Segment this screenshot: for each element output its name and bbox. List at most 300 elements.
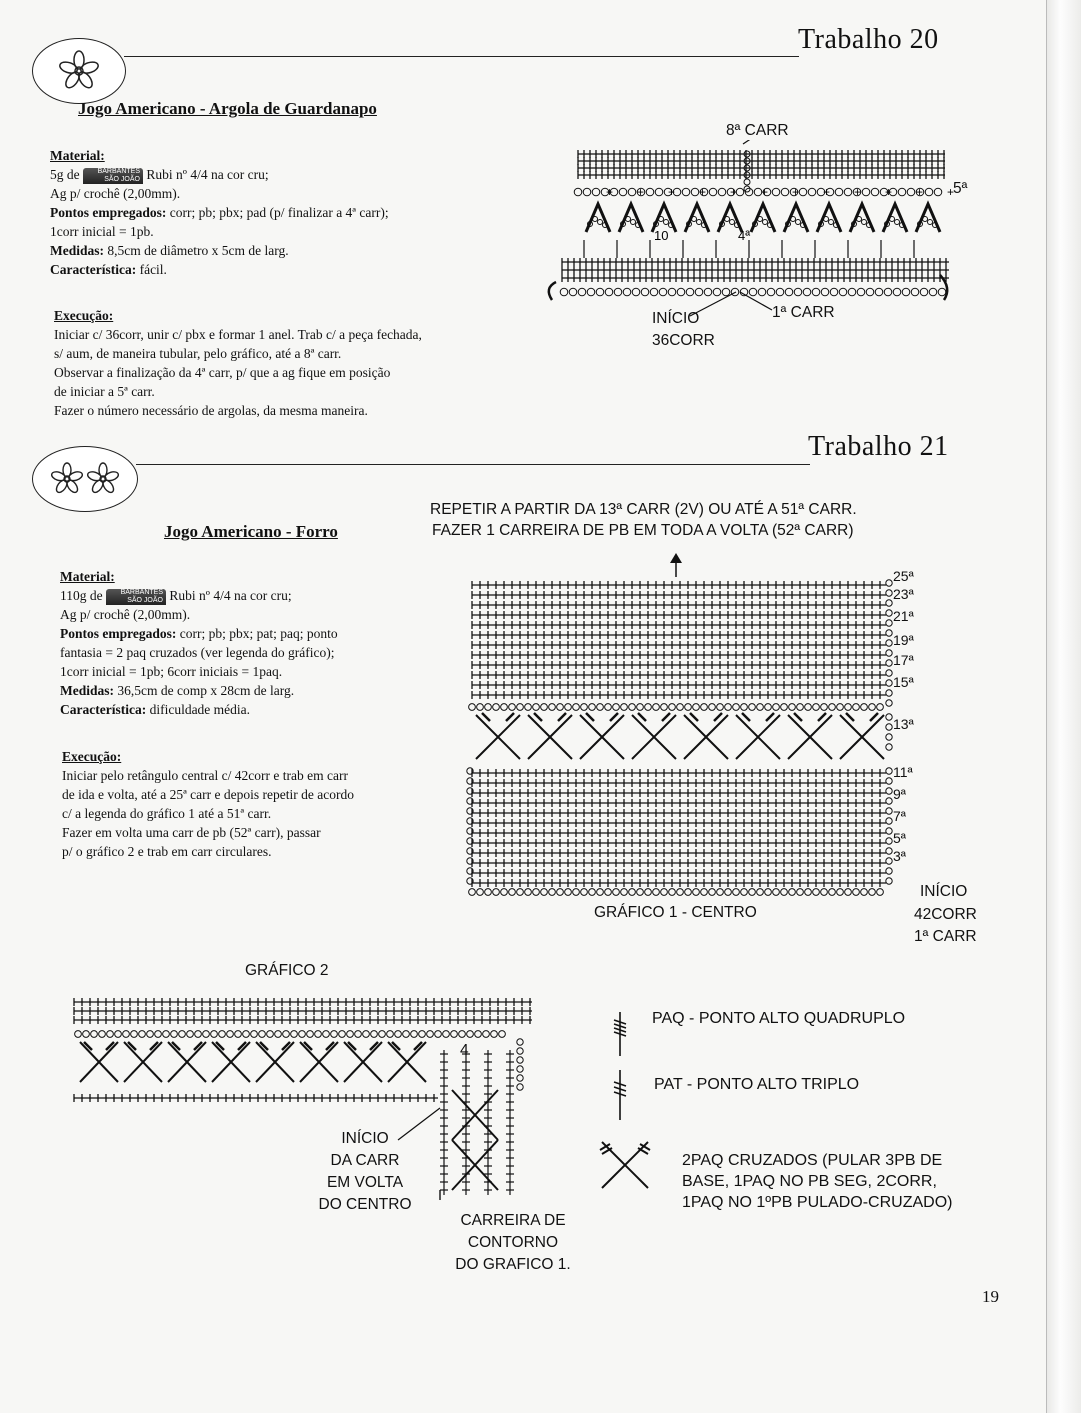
chart1-edge-chain bbox=[886, 818, 892, 824]
chart1-base-chain bbox=[541, 889, 548, 896]
chart1-edge-chain bbox=[886, 670, 892, 676]
chart1-cross-mark bbox=[766, 713, 774, 721]
chart2-chain bbox=[171, 1031, 178, 1038]
chart1-top-chain bbox=[749, 704, 756, 711]
chart20-base-chain bbox=[596, 288, 604, 296]
chart20-base-chain bbox=[578, 288, 586, 296]
chart2-chain bbox=[395, 1031, 402, 1038]
chart1-edge-chain bbox=[886, 610, 892, 616]
chart20-base-chain bbox=[641, 288, 649, 296]
chart20-chain bbox=[682, 188, 690, 196]
chart20-plus: + bbox=[916, 185, 924, 199]
chart20-diagram bbox=[540, 140, 970, 320]
material-block-21 bbox=[60, 567, 460, 719]
chart20-arch bbox=[883, 204, 907, 232]
chart1-base-chain bbox=[533, 889, 540, 896]
chart2-corner-chain bbox=[517, 1084, 523, 1090]
chart1-cross-mark bbox=[610, 713, 618, 721]
chart20-base-chain bbox=[803, 288, 811, 296]
chart1-top-chain bbox=[837, 704, 844, 711]
chart1-top-chain bbox=[517, 704, 524, 711]
chart20-inicio: INÍCIO bbox=[652, 310, 700, 327]
chart20-base-chain bbox=[713, 288, 721, 296]
chart20-arch-chain bbox=[796, 220, 801, 225]
chart1-inicio: INÍCIO bbox=[920, 883, 968, 900]
chart20-chain bbox=[835, 188, 843, 196]
chart20-chain bbox=[736, 188, 744, 196]
chart2-chain bbox=[99, 1031, 106, 1038]
chart20-base-chain bbox=[623, 288, 631, 296]
chart2-chain bbox=[291, 1031, 298, 1038]
chart20-plus: + bbox=[668, 185, 676, 199]
chart2-start-l3: EM VOLTA bbox=[326, 1174, 404, 1191]
chart2-chain bbox=[83, 1031, 90, 1038]
chart1-row-label: 15ª bbox=[893, 674, 914, 690]
chart1-note-1: REPETIR A PARTIR DA 13ª CARR (2V) OU ATÉ A 51ª CARR. bbox=[430, 501, 857, 518]
chart2-chain bbox=[387, 1031, 394, 1038]
chart20-base-chain bbox=[920, 288, 928, 296]
chart20-base-chain bbox=[587, 288, 595, 296]
chart1-top-chain bbox=[645, 704, 652, 711]
chart1-top-chain bbox=[533, 704, 540, 711]
chart1-row-label: 5ª bbox=[893, 830, 906, 846]
chart1-base-chain bbox=[733, 889, 740, 896]
legend-cross bbox=[682, 1150, 952, 1213]
chart1-base-chain bbox=[637, 889, 644, 896]
material-yarn: Rubi nº 4/4 na cor cru; bbox=[146, 167, 269, 182]
chart1-base-chain bbox=[605, 889, 612, 896]
chart1-base-chain bbox=[501, 889, 508, 896]
chart2-chain bbox=[371, 1031, 378, 1038]
chart20-base-chain bbox=[614, 288, 622, 296]
corr-line: 1corr inicial = 1pb. bbox=[50, 224, 154, 239]
chart20-arch-chain bbox=[593, 217, 598, 222]
chart1-top-chain bbox=[613, 704, 620, 711]
chart1-base-chain bbox=[661, 889, 668, 896]
chart2-chain bbox=[195, 1031, 202, 1038]
chart20-plus: + bbox=[637, 185, 645, 199]
chart1-edge-chain bbox=[886, 580, 892, 586]
chart1-edge-chain bbox=[886, 630, 892, 636]
exec-line: s/ aum, de maneira tubular, pelo gráfico, até a 8ª carr. bbox=[54, 346, 342, 361]
chart2-chain bbox=[107, 1031, 114, 1038]
execucao-block-21 bbox=[62, 747, 462, 861]
chart2-chain bbox=[227, 1031, 234, 1038]
chart20-chain bbox=[646, 188, 654, 196]
chart20-arch-chain bbox=[659, 217, 664, 222]
chart20-base-chain bbox=[668, 288, 676, 296]
chart1-top-chain bbox=[629, 704, 636, 711]
chart20-base-chain bbox=[749, 288, 757, 296]
chart20-arrow bbox=[743, 140, 755, 144]
chart2-contour-l3: DO GRAFICO 1. bbox=[455, 1256, 571, 1273]
exec-line: c/ a legenda do gráfico 1 até a 51ª carr. bbox=[62, 806, 272, 821]
chart20-arch bbox=[916, 204, 940, 232]
chart1-base-chain bbox=[877, 889, 884, 896]
chart1-edge-chain bbox=[886, 838, 892, 844]
chart1-top-chain bbox=[493, 704, 500, 711]
chart1-base-chain bbox=[861, 889, 868, 896]
chart1-top-chain bbox=[581, 704, 588, 711]
carac-text: dificuldade média. bbox=[149, 702, 251, 717]
exec-line: Observar a finalização da 4ª carr, p/ que a ag fique em posição bbox=[54, 365, 391, 380]
chart2-start-l1: INÍCIO bbox=[341, 1130, 389, 1147]
corr-line: 1corr inicial = 1pb; 6corr iniciais = 1paq. bbox=[60, 664, 283, 679]
chart1-base-chain bbox=[629, 889, 636, 896]
chart2-chain bbox=[147, 1031, 154, 1038]
chart20-turn-chain bbox=[744, 179, 750, 185]
chart2-chain bbox=[219, 1031, 226, 1038]
chart20-arch-chain bbox=[631, 220, 636, 225]
chart1-base-chain bbox=[565, 889, 572, 896]
chart20-arch-chain bbox=[824, 217, 829, 222]
chart1-top-chain bbox=[693, 704, 700, 711]
material-qty: 5g de bbox=[50, 167, 80, 182]
chart20-arch bbox=[586, 204, 610, 232]
chart20-chain bbox=[799, 188, 807, 196]
carac-label: Característica: bbox=[50, 262, 137, 277]
chart20-chain bbox=[907, 188, 915, 196]
chart1-base-chain bbox=[805, 889, 812, 896]
chart20-base-chain bbox=[569, 288, 577, 296]
chart1-top-chain bbox=[869, 704, 876, 711]
chart2-chain bbox=[443, 1031, 450, 1038]
chart1-edge-chain bbox=[886, 778, 892, 784]
chart20-first-row: 1ª CARR bbox=[772, 304, 835, 321]
chart1-edge-chain bbox=[886, 690, 892, 696]
chart1-base-chain bbox=[781, 889, 788, 896]
exec-line: p/ o gráfico 2 e trab em carr circulares. bbox=[62, 844, 272, 859]
chart20-label-4: 4ª bbox=[738, 228, 751, 243]
chart1-edge-chain bbox=[886, 734, 892, 740]
chart20-plus: + bbox=[823, 185, 831, 199]
chart1-base-chain bbox=[677, 889, 684, 896]
chart1-top-chain bbox=[509, 704, 516, 711]
chart1-base-chain bbox=[685, 889, 692, 896]
brand-logo: BARBANTES SÃO JOÃO bbox=[83, 168, 143, 184]
chart2-chain bbox=[299, 1031, 306, 1038]
chart20-arch-chain bbox=[890, 217, 895, 222]
chart1-cross-mark bbox=[662, 713, 670, 721]
brand-logo: BARBANTES SÃO JOÃO bbox=[106, 589, 166, 605]
chart1-row-label: 17ª bbox=[893, 652, 914, 668]
chart2-corner-chain bbox=[517, 1075, 523, 1081]
chart1-top-chain bbox=[725, 704, 732, 711]
chart1-cross-mark bbox=[638, 713, 646, 721]
chart1-base-chain bbox=[493, 889, 500, 896]
chart20-arch-chain bbox=[763, 220, 768, 225]
chart1-base-chain bbox=[589, 889, 596, 896]
chart1-row-label: 11ª bbox=[893, 764, 913, 780]
legend-cross-l2: BASE, 1PAQ NO PB SEG, 2CORR, bbox=[682, 1173, 937, 1190]
exec-line: de ida e volta, até a 25ª carr e depois repetir de acordo bbox=[62, 787, 354, 802]
chart1-top-chain bbox=[685, 704, 692, 711]
chart1-edge-chain bbox=[886, 600, 892, 606]
chart2-chain bbox=[187, 1031, 194, 1038]
chart1-base-chain bbox=[477, 889, 484, 896]
chart2-chain bbox=[251, 1031, 258, 1038]
chart2-chain bbox=[275, 1031, 282, 1038]
chart1-row-label: 23ª bbox=[893, 586, 914, 602]
chart20-plus: + bbox=[854, 185, 862, 199]
chart1-base-chain bbox=[469, 889, 476, 896]
chart1-base-chain bbox=[853, 889, 860, 896]
chart1-top-chain bbox=[717, 704, 724, 711]
chart1-base-chain bbox=[701, 889, 708, 896]
chart1-cross-mark bbox=[506, 713, 514, 721]
chart2-corner-chain bbox=[517, 1057, 523, 1063]
chart20-chain bbox=[898, 188, 906, 196]
work-title-21: Trabalho 21 bbox=[808, 431, 949, 462]
chart1-base-chain bbox=[525, 889, 532, 896]
chart1-base-chain bbox=[765, 889, 772, 896]
chart1-base-chain bbox=[621, 889, 628, 896]
chart1-base-chain bbox=[725, 889, 732, 896]
chart1-row-label: 3ª bbox=[893, 848, 906, 864]
chart20-base-chain bbox=[686, 288, 694, 296]
chart1-top-chain bbox=[829, 704, 836, 711]
chart1-top-chain bbox=[557, 704, 564, 711]
chart1-top-chain bbox=[589, 704, 596, 711]
chart2-contour-l2: CONTORNO bbox=[467, 1234, 559, 1251]
chart2-chain bbox=[467, 1031, 474, 1038]
chart20-arch-chain bbox=[829, 220, 834, 225]
chart20-base-chain bbox=[866, 288, 874, 296]
material-qty: 110g de bbox=[60, 588, 103, 603]
pontos-line2: fantasia = 2 paq cruzados (ver legenda do gráfico); bbox=[60, 645, 335, 660]
chart20-plus: + bbox=[947, 185, 955, 199]
chart1-top-chain bbox=[597, 704, 604, 711]
flower-badge-21 bbox=[32, 446, 138, 512]
chart1-edge-chain bbox=[886, 868, 892, 874]
chart2-title: GRÁFICO 2 bbox=[245, 962, 329, 979]
chart1-row-label: 7ª bbox=[893, 808, 906, 824]
chart2-corner-chain bbox=[517, 1048, 523, 1054]
chart20-arch bbox=[619, 204, 643, 232]
chart1-base-chain bbox=[597, 889, 604, 896]
cross-stitch-symbol-icon bbox=[596, 1136, 656, 1194]
chart20-base-chain bbox=[605, 288, 613, 296]
chart20-base-chain bbox=[704, 288, 712, 296]
chart2-chain bbox=[379, 1031, 386, 1038]
legend-cross-l1: 2PAQ CRUZADOS (PULAR 3PB DE bbox=[682, 1152, 943, 1169]
chart20-top-label: 8ª CARR bbox=[726, 122, 789, 139]
chart20-base-chain bbox=[839, 288, 847, 296]
chart20-arch-chain bbox=[895, 220, 900, 225]
chart20-plus: + bbox=[885, 185, 893, 199]
chart20-base-chain bbox=[929, 288, 937, 296]
chart20-36corr: 36CORR bbox=[652, 332, 715, 349]
chart1-edge-chain bbox=[886, 680, 892, 686]
chart2-corner-chain bbox=[517, 1039, 523, 1045]
chart1-cross-mark bbox=[558, 713, 566, 721]
chart1-top-chain bbox=[733, 704, 740, 711]
chart2-chain bbox=[259, 1031, 266, 1038]
chart1-cross-mark bbox=[534, 713, 542, 721]
chart20-arch-chain bbox=[725, 217, 730, 222]
chart20-base-chain bbox=[695, 288, 703, 296]
chart1-edge-chain bbox=[886, 640, 892, 646]
material-needle: Ag p/ crochê (2,00mm). bbox=[50, 186, 181, 201]
chart20-base-chain bbox=[785, 288, 793, 296]
chart1-first-row: 1ª CARR bbox=[914, 928, 977, 945]
chart20-chain bbox=[781, 188, 789, 196]
chart1-base-chain bbox=[509, 889, 516, 896]
chart1-edge-chain bbox=[886, 714, 892, 720]
chart1-top-chain bbox=[797, 704, 804, 711]
chart1-cross-mark bbox=[586, 713, 594, 721]
section-title-21: Jogo Americano - Forro bbox=[164, 522, 338, 541]
chart1-edge-chain bbox=[886, 848, 892, 854]
chart20-base-chain bbox=[758, 288, 766, 296]
chart1-top-chain bbox=[541, 704, 548, 711]
chart2-chain bbox=[331, 1031, 338, 1038]
chart1-caption: GRÁFICO 1 - CENTRO bbox=[594, 904, 757, 921]
chart20-chain bbox=[592, 188, 600, 196]
legend-cross-l3: 1PAQ NO 1ºPB PULADO-CRUZADO) bbox=[682, 1194, 953, 1211]
chart1-top-chain bbox=[821, 704, 828, 711]
chart1-top-chain bbox=[469, 704, 476, 711]
chart2-chain bbox=[347, 1031, 354, 1038]
chart20-base-chain bbox=[875, 288, 883, 296]
carac-text: fácil. bbox=[139, 262, 167, 277]
chart2-chain bbox=[267, 1031, 274, 1038]
chart20-arch-chain bbox=[928, 220, 933, 225]
chart1-base-chain bbox=[717, 889, 724, 896]
chart1-edge-chain bbox=[886, 620, 892, 626]
chart2-chain bbox=[483, 1031, 490, 1038]
chart20-plus: + bbox=[699, 185, 707, 199]
chart1-cross-mark bbox=[818, 713, 826, 721]
chart20-base-chain bbox=[677, 288, 685, 296]
chart2-chain bbox=[475, 1031, 482, 1038]
chart2-start-label bbox=[300, 1128, 430, 1216]
chart2-chain bbox=[91, 1031, 98, 1038]
chart2-chain bbox=[339, 1031, 346, 1038]
chart20-arch-chain bbox=[730, 220, 735, 225]
chart1-top-chain bbox=[845, 704, 852, 711]
chart1-base-chain bbox=[645, 889, 652, 896]
chart20-chain bbox=[574, 188, 582, 196]
chart1-arrow-head bbox=[670, 553, 682, 563]
chart2-chain bbox=[139, 1031, 146, 1038]
exec-line: Fazer em volta uma carr de pb (52ª carr), passar bbox=[62, 825, 321, 840]
chart2-start-l4: DO CENTRO bbox=[318, 1196, 412, 1213]
chart20-base-chain bbox=[650, 288, 658, 296]
chart2-chain bbox=[203, 1031, 210, 1038]
chart1-row-label: 9ª bbox=[893, 786, 906, 802]
exec-line: Iniciar c/ 36corr, unir c/ pbx e formar 1 anel. Trab c/ a peça fechada, bbox=[54, 327, 422, 342]
chart1-base-chain bbox=[557, 889, 564, 896]
execucao-block-20 bbox=[54, 306, 524, 420]
chart1-row-label: 25ª bbox=[893, 568, 914, 584]
chart2-chain bbox=[411, 1031, 418, 1038]
chart2-chain bbox=[427, 1031, 434, 1038]
chart20-chain bbox=[655, 188, 663, 196]
chart1-base-chain bbox=[485, 889, 492, 896]
chart1-base-chain bbox=[749, 889, 756, 896]
chart1-diagram bbox=[462, 545, 902, 905]
header-rule-20 bbox=[124, 56, 799, 57]
chart1-edge-chain bbox=[886, 660, 892, 666]
chart20-chain bbox=[934, 188, 942, 196]
chart20-turn-arrow bbox=[549, 282, 556, 300]
chart20-base-chain bbox=[821, 288, 829, 296]
chart20-arch bbox=[784, 204, 808, 232]
chart1-top-chain bbox=[877, 704, 884, 711]
chart1-edge-chain bbox=[886, 590, 892, 596]
chart1-base-chain bbox=[693, 889, 700, 896]
chart1-top-chain bbox=[501, 704, 508, 711]
carac-label: Característica: bbox=[60, 702, 147, 717]
chart2-chain bbox=[459, 1031, 466, 1038]
exec-line: Iniciar pelo retângulo central c/ 42corr e trab em carr bbox=[62, 768, 348, 783]
section-title-20: Jogo Americano - Argola de Guardanapo bbox=[78, 99, 377, 118]
chart20-chain bbox=[862, 188, 870, 196]
chart1-row-label: 21ª bbox=[893, 608, 914, 624]
chart2-contour-label bbox=[438, 1210, 588, 1276]
medidas-label: Medidas: bbox=[60, 683, 114, 698]
chart20-arch-chain bbox=[692, 217, 697, 222]
chart2-chain bbox=[403, 1031, 410, 1038]
chart1-edge-chain bbox=[886, 828, 892, 834]
chart2-start-l2: DA CARR bbox=[330, 1152, 400, 1169]
chart20-chain bbox=[619, 188, 627, 196]
chart20-base-chain bbox=[830, 288, 838, 296]
chart20-chain bbox=[583, 188, 591, 196]
pontos-text: corr; pb; pbx; pat; paq; ponto bbox=[179, 626, 338, 641]
chart1-base-chain bbox=[709, 889, 716, 896]
chart1-base-chain bbox=[845, 889, 852, 896]
chart1-edge-chain bbox=[886, 650, 892, 656]
material-header: Material: bbox=[60, 569, 115, 584]
material-block-20 bbox=[50, 146, 530, 279]
chart1-edge-chain bbox=[886, 808, 892, 814]
chart20-arch-chain bbox=[923, 217, 928, 222]
chart1-top-chain bbox=[861, 704, 868, 711]
chart2-chain bbox=[419, 1031, 426, 1038]
chart1-top-chain bbox=[701, 704, 708, 711]
chart1-top-chain bbox=[773, 704, 780, 711]
medidas-label: Medidas: bbox=[50, 243, 104, 258]
chart20-label-10: 10 bbox=[654, 228, 669, 243]
chart20-arch-chain bbox=[664, 220, 669, 225]
flower-badge-20 bbox=[32, 38, 126, 104]
chart1-base-chain bbox=[669, 889, 676, 896]
chart2-chain bbox=[155, 1031, 162, 1038]
chart20-base-chain bbox=[857, 288, 865, 296]
execucao-header: Execução: bbox=[62, 749, 122, 764]
chart1-base-chain bbox=[573, 889, 580, 896]
chart2-chain bbox=[163, 1031, 170, 1038]
chart20-plus: + bbox=[761, 185, 769, 199]
chart1-edge-chain bbox=[886, 798, 892, 804]
chart1-edge-chain bbox=[886, 744, 892, 750]
chart2-chain bbox=[123, 1031, 130, 1038]
chart2-chain bbox=[323, 1031, 330, 1038]
chart20-chain bbox=[628, 188, 636, 196]
flower-icon bbox=[33, 39, 125, 103]
chart20-arch bbox=[817, 204, 841, 232]
chart20-arch-chain bbox=[862, 220, 867, 225]
chart20-right-label: 5ª bbox=[953, 180, 968, 197]
chart20-base-chain bbox=[659, 288, 667, 296]
chart1-base-chain bbox=[797, 889, 804, 896]
chart1-top-chain bbox=[637, 704, 644, 711]
legend-paq: PAQ - PONTO ALTO QUADRUPLO bbox=[652, 1010, 906, 1027]
chart20-base-chain bbox=[776, 288, 784, 296]
chart1-top-chain bbox=[781, 704, 788, 711]
